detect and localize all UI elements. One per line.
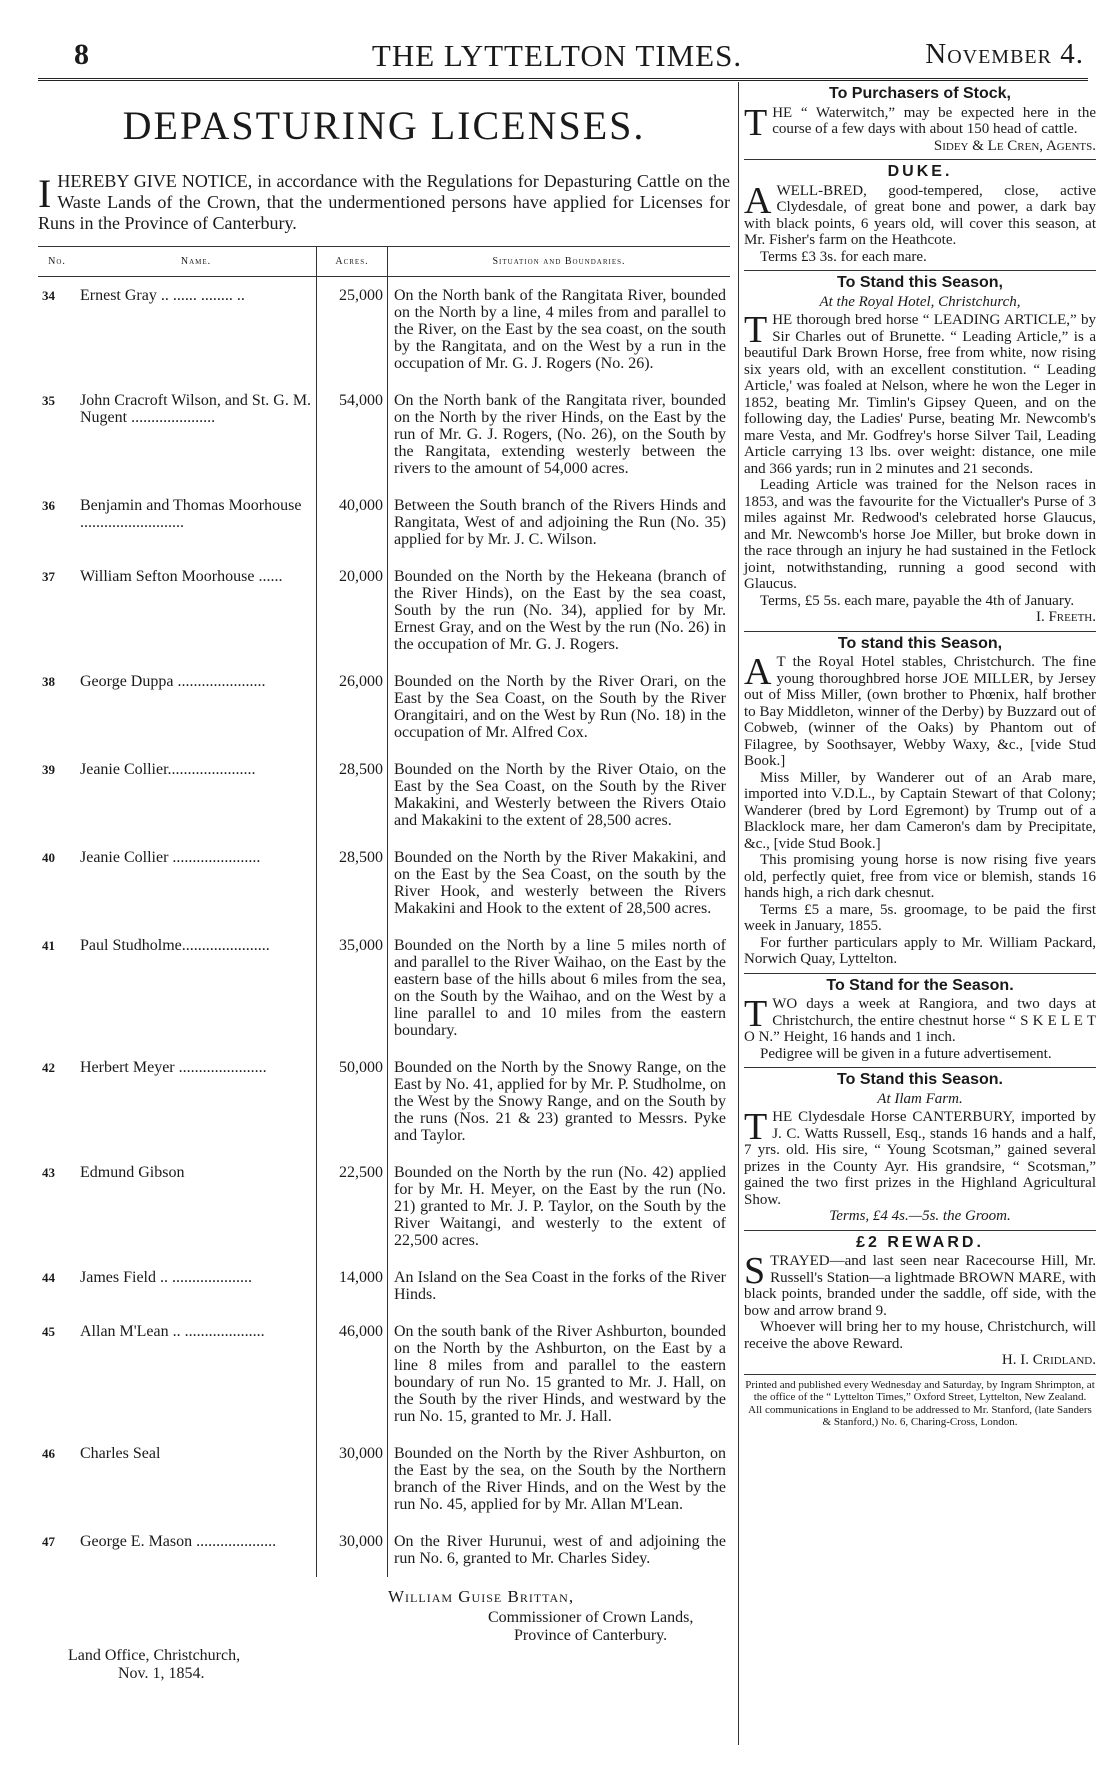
ad-reward: [744, 1235, 1096, 1369]
row-acres: 26,000: [317, 663, 388, 751]
newspaper-title: THE LYTTELTON TIMES.: [371, 38, 743, 73]
imprint-line-1: Printed and published every Wednesday and Saturday, by Ingram Shrimpton, at the office of the “ Lyttelton Times,” Oxford Street, Lyttelton, New Zealand.: [745, 1378, 1095, 1403]
table-row: [38, 751, 730, 839]
row-name: John Cracroft Wilson, and St. G. M. Nugent .....................: [76, 382, 317, 487]
ad-joe-miller: [744, 636, 1096, 968]
ad-text: HE Clydesdale Horse CANTERBURY, imported by J. C. Watts Russell, Esq., stands 16 hands and a half, 7 yrs. old. His sire, “ Young Scotsman,” gained several prizes in the County Ayr. His grandsire, “ Scotsman,” gained the two first prizes in the Highland Agricultural Show.: [744, 1109, 1096, 1208]
table-row: [38, 1435, 730, 1523]
imprint-line-2: All communications in England to be addressed to Mr. Stanford, (late Sanders & Stanford,) No. 6, Charing-Cross, London.: [748, 1403, 1092, 1428]
location-line-2: Nov. 1, 1854.: [118, 1665, 205, 1682]
advertisements-column: [744, 84, 1096, 1429]
ad-terms: Terms £3 3s. for each mare.: [760, 248, 927, 265]
notice-drop-cap: I: [38, 171, 52, 216]
table-row: [38, 1154, 730, 1259]
ad-canterbury: [744, 1072, 1096, 1225]
table-row: [38, 558, 730, 663]
drop-cap: T: [744, 309, 768, 351]
ad-heading: To Purchasers of Stock,: [829, 85, 1011, 102]
table-row: [38, 1259, 730, 1313]
ad-body: [744, 309, 1096, 477]
row-name: Charles Seal: [76, 1435, 317, 1523]
row-number: 45: [42, 1324, 55, 1339]
ad-signature: I. Freeth.: [1035, 609, 1096, 625]
row-name: Jeanie Collier ......................: [76, 839, 317, 927]
row-number: 47: [42, 1534, 55, 1549]
row-situation: An Island on the Sea Coast in the forks of the River Hinds.: [394, 1269, 726, 1303]
ad-heading: £2 REWARD.: [856, 1233, 984, 1251]
row-number: 39: [42, 762, 55, 777]
ad-subheading: At Ilam Farm.: [877, 1090, 963, 1107]
ad-divider: [744, 1230, 1096, 1231]
row-situation: Bounded on the North by the River Otaio, on the East by the Sea Coast, on the South by the River Makakini, and Westerly between the Rivers Otaio and Makakini to the extent of 28,500 acres.: [394, 761, 726, 829]
ad-text-2: Miss Miller, by Wanderer out of an Arab mare, imported into V.D.L., by Captain Stewart of that Colony; Wanderer (bred by Lord Egremont) by Trump out of a Blacklock mare, her dam Cameron's dam by Precipitate, &c., [vide Stud Book.]: [744, 769, 1096, 852]
row-acres: 22,500: [317, 1154, 388, 1259]
row-number: 43: [42, 1165, 55, 1180]
table-row: [38, 1523, 730, 1577]
table-row: [38, 1049, 730, 1154]
ad-terms: Terms, £4 4s.—5s. the Groom.: [829, 1208, 1011, 1224]
ad-divider: [744, 631, 1096, 632]
ad-terms: Terms, £5 5s. each mare, payable the 4th of January.: [760, 592, 1075, 609]
ad-text-2: Leading Article was trained for the Nelson races in 1853, and was the favourite for the Victualler's Purse of 3 miles against Mr. Redwood's celebrated horse Glaucus, and Mr. Newcomb's horse Joe Miller, but broke down in the race through an injury he had sustained in the Fetlock joint, notwithstanding, running a good second with Glaucus.: [744, 477, 1096, 592]
col-header-situation: Situation and Boundaries.: [388, 247, 731, 277]
row-number: 40: [42, 850, 55, 865]
drop-cap: T: [744, 101, 768, 144]
notice-text: HEREBY GIVE NOTICE, in accordance with the Regulations for Depasturing Cattle on the Waste Lands of the Crown, that the undermentioned persons have applied for Licenses for Runs in the Province of Canterbury.: [38, 171, 730, 233]
ad-text-5: For further particulars apply to Mr. William Packard, Norwich Quay, Lyttelton.: [744, 934, 1096, 967]
drop-cap: T: [744, 993, 768, 1035]
imprint-footer: [744, 1379, 1096, 1429]
row-name: Jeanie Collier......................: [76, 751, 317, 839]
ad-heading: To stand this Season,: [837, 634, 1003, 652]
row-acres: 50,000: [317, 1049, 388, 1154]
row-acres: 28,500: [317, 839, 388, 927]
row-situation: Bounded on the North by a line 5 miles north of and parallel to the River Waihao, on the East by the eastern base of the hills about 6 miles from the sea, on the South by the Waihao, and on the West by a line parallel to and 10 miles from the eastern boundary.: [394, 937, 726, 1039]
ad-divider: [744, 159, 1096, 160]
row-name: Allan M'Lean .. ....................: [76, 1313, 317, 1435]
row-name: Herbert Meyer ......................: [76, 1049, 317, 1154]
row-situation: Between the South branch of the Rivers Hinds and Rangitata, West of and adjoining the Run (No. 35) applied for by Mr. J. C. Wilson.: [394, 497, 726, 548]
ad-text-3: This promising young horse is now rising five years old, perfectly quiet, free from vice or blemish, stands 16 hands high, a rich dark chesnut.: [744, 852, 1096, 901]
row-situation: On the North bank of the Rangitata river, bounded on the North by the river Hinds, on the East by the run of Mr. G. J. Rogers, (No. 26), on the South by the Rangitata, extending westerly between the rivers to the amount of 54,000 acres.: [394, 392, 726, 477]
signer-name: William Guise Brittan,: [388, 1587, 575, 1606]
table-row: [38, 663, 730, 751]
licenses-table: [38, 246, 730, 1577]
ad-text-2: Pedigree will be given in a future advertisement.: [760, 1045, 1052, 1062]
ad-divider: [744, 973, 1096, 974]
table-body: [38, 277, 730, 1578]
row-situation: Bounded on the North by the River Makakini, and on the East by the Sea Coast, on the south by the River Hook, and westerly between the Rivers Makakini and Hook to the extent of 28,500 acres.: [394, 849, 726, 917]
row-acres: 30,000: [317, 1435, 388, 1523]
row-acres: 20,000: [317, 558, 388, 663]
row-name: Benjamin and Thomas Moorhouse ..........................: [76, 487, 317, 558]
table-row: [38, 839, 730, 927]
col-header-no: No.: [38, 247, 76, 277]
signer-title-2: Province of Canterbury.: [514, 1627, 668, 1644]
row-number: 41: [42, 938, 55, 953]
row-number: 37: [42, 569, 55, 584]
row-name: George E. Mason ....................: [76, 1523, 317, 1577]
row-situation: On the south bank of the River Ashburton, bounded on the North by the Ashburton, on the East by a line 8 miles from and parallel to the eastern boundary of run No. 15 granted to Mr. J. Hall, on the South by the river Hinds, and westward by the run No. 15, granted to Mr. J. Hall.: [394, 1323, 726, 1425]
row-name: Paul Studholme......................: [76, 927, 317, 1049]
row-acres: 28,500: [317, 751, 388, 839]
row-acres: 46,000: [317, 1313, 388, 1435]
row-number: 38: [42, 674, 55, 689]
ad-signature: Sidey & Le Cren, Agents.: [933, 137, 1096, 154]
ad-text: HE thorough bred horse “ LEADING ARTICLE,” by Sir Charles out of Brunette. “ Leading Article,” is a beautiful Dark Brown Horse, free from white, now rising six years old, with an excellent constitution. “ Leading Article,' was foaled at Nelson, where he won the Leger in 1852, beating Mr. Timlin's Gipsey Queen, and on the following day, the Ladies' Purse, beating Mr. Newcomb's mare Vesta, and Mr. Godfrey's horse Silver Tail, Leading Article carrying 13 lbs. over weight: distance, one mile and 366 yards; run in 2 minutes and 21 seconds.: [744, 312, 1096, 477]
licenses-notice: [38, 171, 730, 234]
row-number: 46: [42, 1446, 55, 1461]
licenses-heading: DEPASTURING LICENSES.: [122, 103, 646, 148]
ad-leading-article: [744, 275, 1096, 626]
row-number: 42: [42, 1060, 55, 1075]
ad-heading: To Stand this Season,: [837, 274, 1003, 291]
table-row: [38, 487, 730, 558]
ad-duke: [744, 164, 1096, 265]
row-situation: Bounded on the North by the River Orari, on the East by the Sea Coast, on the South by the River Orangitairi, and on the West by Run (No. 18) in the occupation of Mr. Alfred Cox.: [394, 673, 726, 741]
ad-body: [744, 651, 1096, 770]
location-line-1: Land Office, Christchurch,: [68, 1647, 241, 1664]
ad-divider: [744, 1374, 1096, 1375]
page-number: 8: [74, 38, 89, 71]
table-row: [38, 1313, 730, 1435]
row-number: 34: [42, 288, 55, 303]
ad-body: [744, 179, 1096, 249]
table-row: [38, 927, 730, 1049]
ad-body: [744, 1250, 1096, 1319]
col-header-name: Name.: [76, 247, 317, 277]
col-header-acres: Acres.: [317, 247, 388, 277]
drop-cap: A: [744, 651, 772, 693]
ad-heading: DUKE.: [887, 163, 953, 180]
row-name: William Sefton Moorhouse ......: [76, 558, 317, 663]
row-acres: 14,000: [317, 1259, 388, 1313]
ad-text: T the Royal Hotel stables, Christchurch. The fine young thoroughbred horse JOE MILLER, by Jersey out of Miss Miller, (own brother to Phœnix, half brother to Bay Middleton, winner of the Derby) by Buzzard out of Cobweb, (winner of the Oaks) by Phantom out of Filagree, by Soothsayer, Webby Waxy, &c., [vide Stud Book.]: [744, 654, 1096, 769]
row-situation: Bounded on the North by the run (No. 42) applied for by Mr. H. Meyer, on the East by the run (No. 21) granted to Mr. J. P. Taylor, on the South by the River Waitangi, and westerly to the extent of 22,500 acres.: [394, 1164, 726, 1249]
row-situation: Bounded on the North by the Hekeana (branch of the River Hinds), on the East by the sea coast, South by the run (No. 34), applied for by Mr. Ernest Gray, and on the West by the run (No. 26) in the occupation of Mr. G. J. Rogers.: [394, 568, 726, 653]
row-number: 36: [42, 498, 55, 513]
ad-body: [744, 101, 1096, 144]
ad-text: HE “ Waterwitch,” may be expected here in the course of a few days with about 150 head of cattle.: [772, 104, 1096, 137]
drop-cap: S: [744, 1250, 766, 1292]
table-row: [38, 382, 730, 487]
ad-body: [744, 993, 1096, 1046]
row-situation: On the River Hurunui, west of and adjoining the run No. 6, granted to Mr. Charles Sidey.: [394, 1533, 726, 1567]
licenses-section: [38, 84, 730, 1707]
row-number: 35: [42, 393, 55, 408]
row-number: 44: [42, 1270, 55, 1285]
drop-cap: A: [744, 179, 772, 222]
ad-text-4: Terms £5 a mare, 5s. groomage, to be paid the first week in January, 1855.: [744, 901, 1096, 934]
row-situation: On the North bank of the Rangitata River, bounded on the North by a line, 4 miles from and parallel to the River, on the East by the sea coast, on the south by the Rangitata, and on the West by a run in the occupation of Mr. G. J. Rogers (No. 26).: [394, 287, 726, 372]
row-acres: 25,000: [317, 277, 388, 383]
row-situation: Bounded on the North by the Snowy Range, on the East by No. 41, applied for by Mr. P. Studholme, on the West by the Snowy Range, and on the South by the runs (Nos. 21 & 23) granted to Messrs. Pyke and Taylor.: [394, 1059, 726, 1144]
row-acres: 35,000: [317, 927, 388, 1049]
ad-divider: [744, 270, 1096, 271]
table-row: [38, 277, 730, 383]
row-acres: 54,000: [317, 382, 388, 487]
ad-subheading: At the Royal Hotel, Christchurch,: [819, 293, 1021, 310]
ad-purchasers-of-stock: [744, 86, 1096, 154]
row-acres: 40,000: [317, 487, 388, 558]
ad-signature: H. I. Cridland.: [1001, 1352, 1096, 1368]
masthead: [30, 38, 1084, 78]
row-name: George Duppa ......................: [76, 663, 317, 751]
ad-text: WO days a week at Rangiora, and two days at Christchurch, the entire chestnut horse “ S K E L E T O N.” Height, 16 hands and 1 inch.: [744, 996, 1096, 1045]
column-divider: [738, 82, 739, 1745]
ad-divider: [744, 1067, 1096, 1068]
ad-heading: To Stand this Season.: [837, 1071, 1003, 1088]
ad-text-2: Whoever will bring her to my house, Christchurch, will receive the above Reward.: [744, 1319, 1096, 1352]
ad-body: [744, 1106, 1096, 1208]
row-name: Ernest Gray .. ...... ........ ..: [76, 277, 317, 383]
row-acres: 30,000: [317, 1523, 388, 1577]
row-situation: Bounded on the North by the River Ashburton, on the East by the sea, on the South by the Northern branch of the River Hinds, and on the West by the run No. 45, applied for by Mr. Allan M'Lean.: [394, 1445, 726, 1513]
row-name: Edmund Gibson: [76, 1154, 317, 1259]
signature-block: [38, 1587, 730, 1707]
issue-date: November 4.: [925, 38, 1084, 70]
ad-text: WELL-BRED, good-tempered, close, active Clydesdale, of great bone and power, a dark bay with black points, 6 years old, will cover this season, at Mr. Fisher's farm on the Heathcote.: [744, 182, 1096, 248]
signer-title-1: Commissioner of Crown Lands,: [488, 1609, 694, 1626]
ad-heading: To Stand for the Season.: [826, 976, 1014, 994]
drop-cap: T: [744, 1106, 768, 1148]
table-header-row: [38, 247, 730, 277]
row-name: James Field .. ....................: [76, 1259, 317, 1313]
ad-skeleton: [744, 978, 1096, 1063]
ad-text: TRAYED—and last seen near Racecourse Hill, Mr. Russell's Station—a lightmade BROWN MARE, with black points, branded under the saddle, off side, with the bow and arrow brand 9.: [744, 1253, 1096, 1319]
